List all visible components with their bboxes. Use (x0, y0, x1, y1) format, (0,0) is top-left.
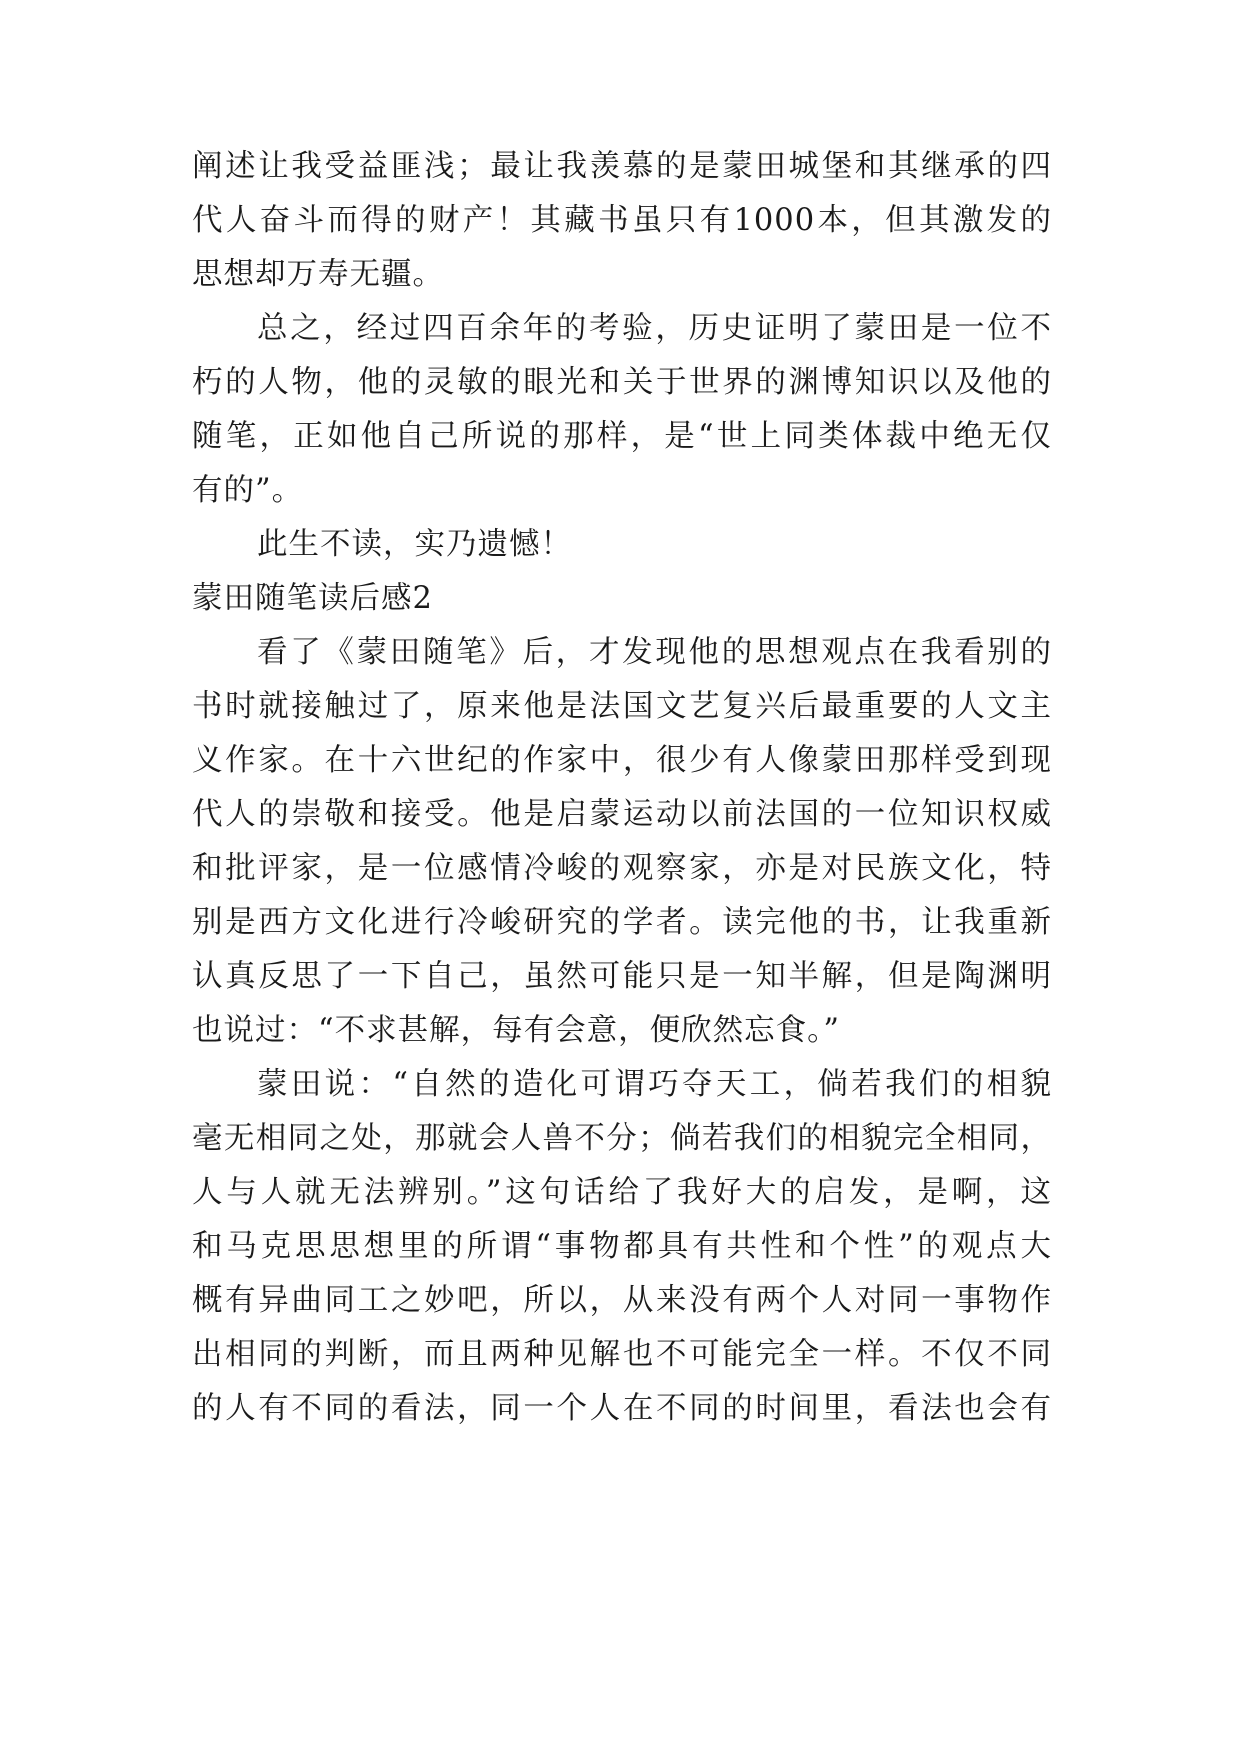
text-line: 毫无相同之处，那就会人兽不分；倘若我们的相貌完全相同， (192, 1121, 1052, 1156)
text-line: 阐述让我受益匪浅；最让我羡慕的是蒙田城堡和其继承的四 (192, 149, 1052, 184)
text-line: 人与人就无法辨别。”这句话给了我好大的启发，是啊，这 (192, 1175, 1052, 1210)
text-line: 别是西方文化进行冷峻研究的学者。读完他的书，让我重新 (192, 905, 1052, 940)
text-line: 此生不读，实乃遗憾！ (257, 527, 572, 562)
text-line: 代人的崇敬和接受。他是启蒙运动以前法国的一位知识权威 (192, 797, 1052, 832)
text-line: 蒙田说：“自然的造化可谓巧夺天工，倘若我们的相貌 (257, 1067, 1052, 1102)
text-line: 和批评家，是一位感情冷峻的观察家，亦是对民族文化，特 (192, 851, 1052, 886)
section-title: 蒙田随笔读后感2 (192, 581, 433, 616)
text-line: 书时就接触过了，原来他是法国文艺复兴后最重要的人文主 (192, 689, 1052, 724)
text-line: 思想却万寿无疆。 (192, 257, 444, 292)
text-line: 看了《蒙田随笔》后，才发现他的思想观点在我看别的 (257, 635, 1052, 670)
text-line: 随笔，正如他自己所说的那样，是“世上同类体裁中绝无仅 (192, 419, 1052, 454)
text-line: 代人奋斗而得的财产！其藏书虽只有1000本，但其激发的 (192, 203, 1052, 238)
text-line: 也说过：“不求甚解，每有会意，便欣然忘食。” (192, 1013, 840, 1048)
text-line: 义作家。在十六世纪的作家中，很少有人像蒙田那样受到现 (192, 743, 1052, 778)
text-line: 朽的人物，他的灵敏的眼光和关于世界的渊博知识以及他的 (192, 365, 1052, 400)
text-line: 和马克思思想里的所谓“事物都具有共性和个性”的观点大 (192, 1229, 1052, 1264)
text-line: 有的”。 (192, 473, 304, 508)
text-line: 出相同的判断，而且两种见解也不可能完全一样。不仅不同 (192, 1337, 1052, 1372)
text-line: 概有异曲同工之妙吧，所以，从来没有两个人对同一事物作 (192, 1283, 1052, 1318)
text-line: 总之，经过四百余年的考验，历史证明了蒙田是一位不 (257, 311, 1052, 346)
text-line: 认真反思了一下自己，虽然可能只是一知半解，但是陶渊明 (192, 959, 1052, 994)
text-line: 的人有不同的看法，同一个人在不同的时间里，看法也会有 (192, 1391, 1052, 1426)
